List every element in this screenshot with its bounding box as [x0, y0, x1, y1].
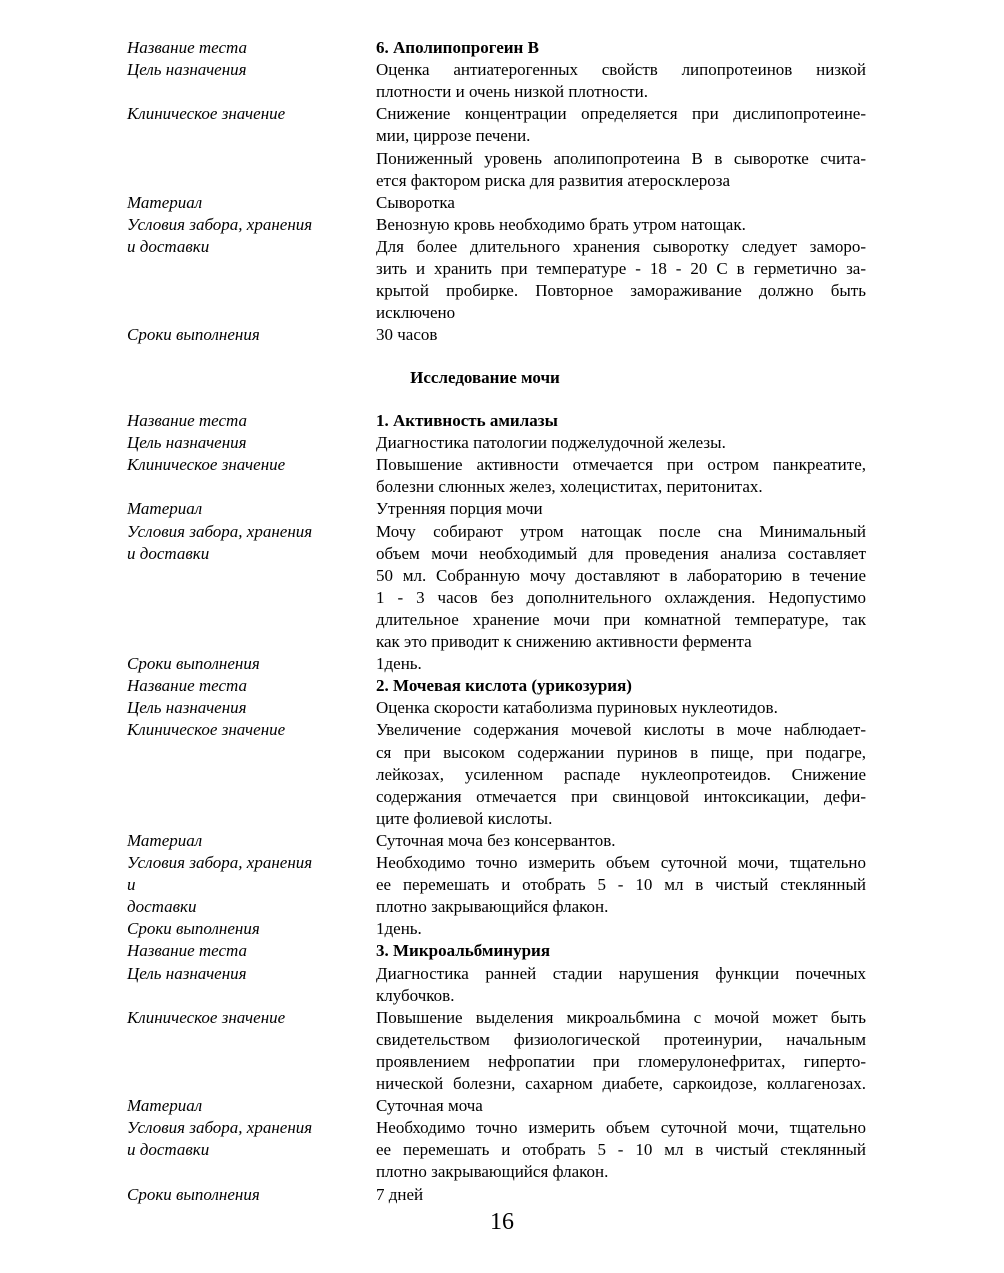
field-label: Материал [127, 499, 203, 519]
text-row [0, 1184, 1004, 1206]
field-value: длительное хранение мочи при комнатной температуре, так [376, 609, 866, 629]
field-label: Название теста [127, 676, 248, 696]
field-value: мии, циррозе печени. [376, 126, 531, 146]
text-row [0, 148, 1004, 170]
field-value: как это приводит к снижению активности фермента [376, 632, 752, 651]
field-label: Сроки выполнения [127, 919, 260, 939]
text-row [0, 37, 1004, 59]
field-value: Сыворотка [376, 192, 455, 212]
field-value: исключено [376, 303, 456, 323]
field-label: и доставки [127, 1140, 210, 1160]
field-value: 7 дней [376, 1184, 424, 1204]
field-value: 30 часов [376, 325, 438, 345]
text-row [0, 808, 1004, 830]
field-value: лейкозах, усиленном распаде нуклеопротеидов. Снижение [376, 764, 866, 784]
text-row [0, 170, 1004, 192]
field-label: Название теста [127, 38, 248, 57]
text-row [0, 59, 1004, 81]
field-label: Цель назначения [127, 698, 247, 718]
text-row [0, 1139, 1004, 1161]
field-label: Клиническое значение [127, 1007, 286, 1027]
field-label: Клиническое значение [127, 720, 286, 740]
text-row [0, 697, 1004, 719]
field-label: Условия забора, хранения [127, 214, 313, 234]
field-value: 1день. [376, 919, 422, 939]
text-row [0, 1029, 1004, 1051]
text-row [0, 675, 1004, 697]
text-row [0, 192, 1004, 214]
test-title: 6. Аполипопрогеин В [376, 38, 539, 57]
text-row [0, 609, 1004, 631]
field-value: ците фолиевой кислоты. [376, 808, 553, 828]
text-row [0, 587, 1004, 609]
field-label: Название теста [127, 941, 248, 961]
text-row [0, 498, 1004, 520]
text-row [0, 1117, 1004, 1139]
field-value: Необходимо точно измерить объем суточной мочи, тщательно [376, 1118, 866, 1138]
field-value: зить и хранить при температуре - 18 - 20 С в герметично за- [376, 259, 866, 278]
field-label: Цель назначения [127, 60, 247, 80]
text-row [0, 1073, 1004, 1095]
text-row [0, 896, 1004, 918]
field-label: Материал [127, 830, 203, 850]
field-label: Материал [127, 192, 203, 212]
text-row [0, 1095, 1004, 1117]
text-row [0, 1051, 1004, 1073]
field-value: плотно закрывающийся флакон. [376, 1162, 609, 1182]
field-label: и доставки [127, 236, 210, 256]
field-label: Условия забора, хранения [127, 853, 313, 872]
test-title: 1. Активность амилазы [376, 411, 558, 430]
text-row [0, 940, 1004, 962]
field-value: Пониженный уровень аполипопротеина В в сыворотке счита- [376, 148, 866, 168]
text-row [0, 521, 1004, 543]
text-row [0, 410, 1004, 432]
field-value: клубочков. [376, 985, 455, 1005]
field-value: Диагностика патологии поджелудочной железы. [376, 433, 726, 453]
field-value: проявлением нефропатии при гломерулонефритах, гиперто- [376, 1051, 866, 1071]
text-row [0, 214, 1004, 236]
text-row [0, 543, 1004, 565]
text-row [0, 1161, 1004, 1183]
field-value: Венозную кровь необходимо брать утром натощак. [376, 214, 746, 234]
field-value: Повышение выделения микроальбмина с мочой может быть [376, 1007, 866, 1027]
field-value: Оценка скорости катаболизма пуриновых нуклеотидов. [376, 698, 778, 718]
field-label: Цель назначения [127, 433, 247, 453]
field-label: Сроки выполнения [127, 654, 260, 674]
field-value: плотности и очень низкой плотности. [376, 82, 649, 102]
text-row [0, 852, 1004, 874]
text-row [0, 103, 1004, 125]
text-row [0, 324, 1004, 346]
field-value: Суточная моча [376, 1096, 483, 1116]
field-value: ется фактором риска для развития атеросклероза [376, 170, 731, 190]
field-value: Необходимо точно измерить объем суточной мочи, тщательно [376, 853, 866, 872]
field-label: Материал [127, 1096, 203, 1116]
text-row [0, 476, 1004, 498]
test-title: 3. Микроальбминурия [376, 941, 551, 961]
field-label: Клиническое значение [127, 104, 286, 124]
text-row [0, 280, 1004, 302]
field-value: 1 - 3 часов без дополнительного охлаждения. Недопустимо [376, 587, 866, 607]
field-label: Условия забора, хранения [127, 1118, 313, 1138]
text-row [0, 236, 1004, 258]
field-label: Цель назначения [127, 963, 247, 983]
field-label: доставки [127, 897, 197, 917]
text-row [0, 631, 1004, 653]
section-heading: Исследование мочи [410, 368, 560, 387]
field-value: крытой пробирке. Повторное замораживание должно быть [376, 281, 866, 301]
text-row [0, 764, 1004, 786]
field-label: Условия забора, хранения [127, 521, 313, 541]
field-value: Повышение активности отмечается при остром панкреатите, [376, 455, 866, 475]
text-row [0, 985, 1004, 1007]
field-value: ее перемешать и отобрать 5 - 10 мл в чистый стеклянный [376, 1140, 866, 1160]
text-row [0, 565, 1004, 587]
field-label: Сроки выполнения [127, 325, 260, 345]
text-row [0, 258, 1004, 280]
field-value: Суточная моча без консервантов. [376, 830, 616, 850]
field-value: Оценка антиатерогенных свойств липопротеинов низкой [376, 60, 866, 80]
page-number: 16 [490, 1209, 514, 1235]
test-title: 2. Мочевая кислота (урикозурия) [376, 676, 632, 696]
text-row [0, 874, 1004, 896]
field-label: и доставки [127, 543, 210, 563]
text-row [0, 830, 1004, 852]
field-value: 50 мл. Собранную мочу доставляют в лабораторию в течение [376, 565, 866, 585]
field-value: Для более длительного хранения сыворотку следует заморо- [376, 236, 866, 256]
field-value: свидетельством физиологической протеинурии, начальным [376, 1029, 866, 1049]
field-value: плотно закрывающийся флакон. [376, 897, 609, 917]
text-row [0, 125, 1004, 147]
field-value: Мочу собирают утром натощак после сна Минимальный [376, 521, 866, 541]
text-row [0, 432, 1004, 454]
field-label: Клиническое значение [127, 455, 286, 475]
field-value: Диагностика ранней стадии нарушения функции почечных [376, 963, 866, 983]
field-value: 1день. [376, 654, 422, 674]
field-value: содержания отмечается при свинцовой интоксикации, дефи- [376, 786, 866, 806]
text-row [0, 302, 1004, 324]
text-row [0, 1007, 1004, 1029]
text-row [0, 918, 1004, 940]
field-label: и [127, 875, 136, 895]
field-value: объем мочи необходимый для проведения анализа составляет [376, 543, 866, 563]
field-label: Название теста [127, 411, 248, 430]
text-row [0, 719, 1004, 741]
field-value: Увеличение содержания мочевой кислоты в моче наблюдает- [376, 720, 866, 740]
text-row [0, 81, 1004, 103]
field-value: нической болезни, сахарном диабете, саркоидозе, коллагенозах. [376, 1074, 866, 1093]
field-value: Снижение концентрации определяется при дислипопротеине- [376, 104, 866, 124]
text-row [0, 454, 1004, 476]
text-row [0, 786, 1004, 808]
text-row [0, 653, 1004, 675]
field-value: Утренняя порция мочи [376, 499, 543, 519]
field-value: болезни слюнных желез, холециститах, перитонитах. [376, 477, 763, 497]
field-value: ся при высоком содержании пуринов в пище, при подагре, [376, 742, 866, 762]
text-row [0, 963, 1004, 985]
text-row [0, 742, 1004, 764]
field-label: Сроки выполнения [127, 1184, 260, 1204]
field-value: ее перемешать и отобрать 5 - 10 мл в чистый стеклянный [376, 875, 866, 895]
